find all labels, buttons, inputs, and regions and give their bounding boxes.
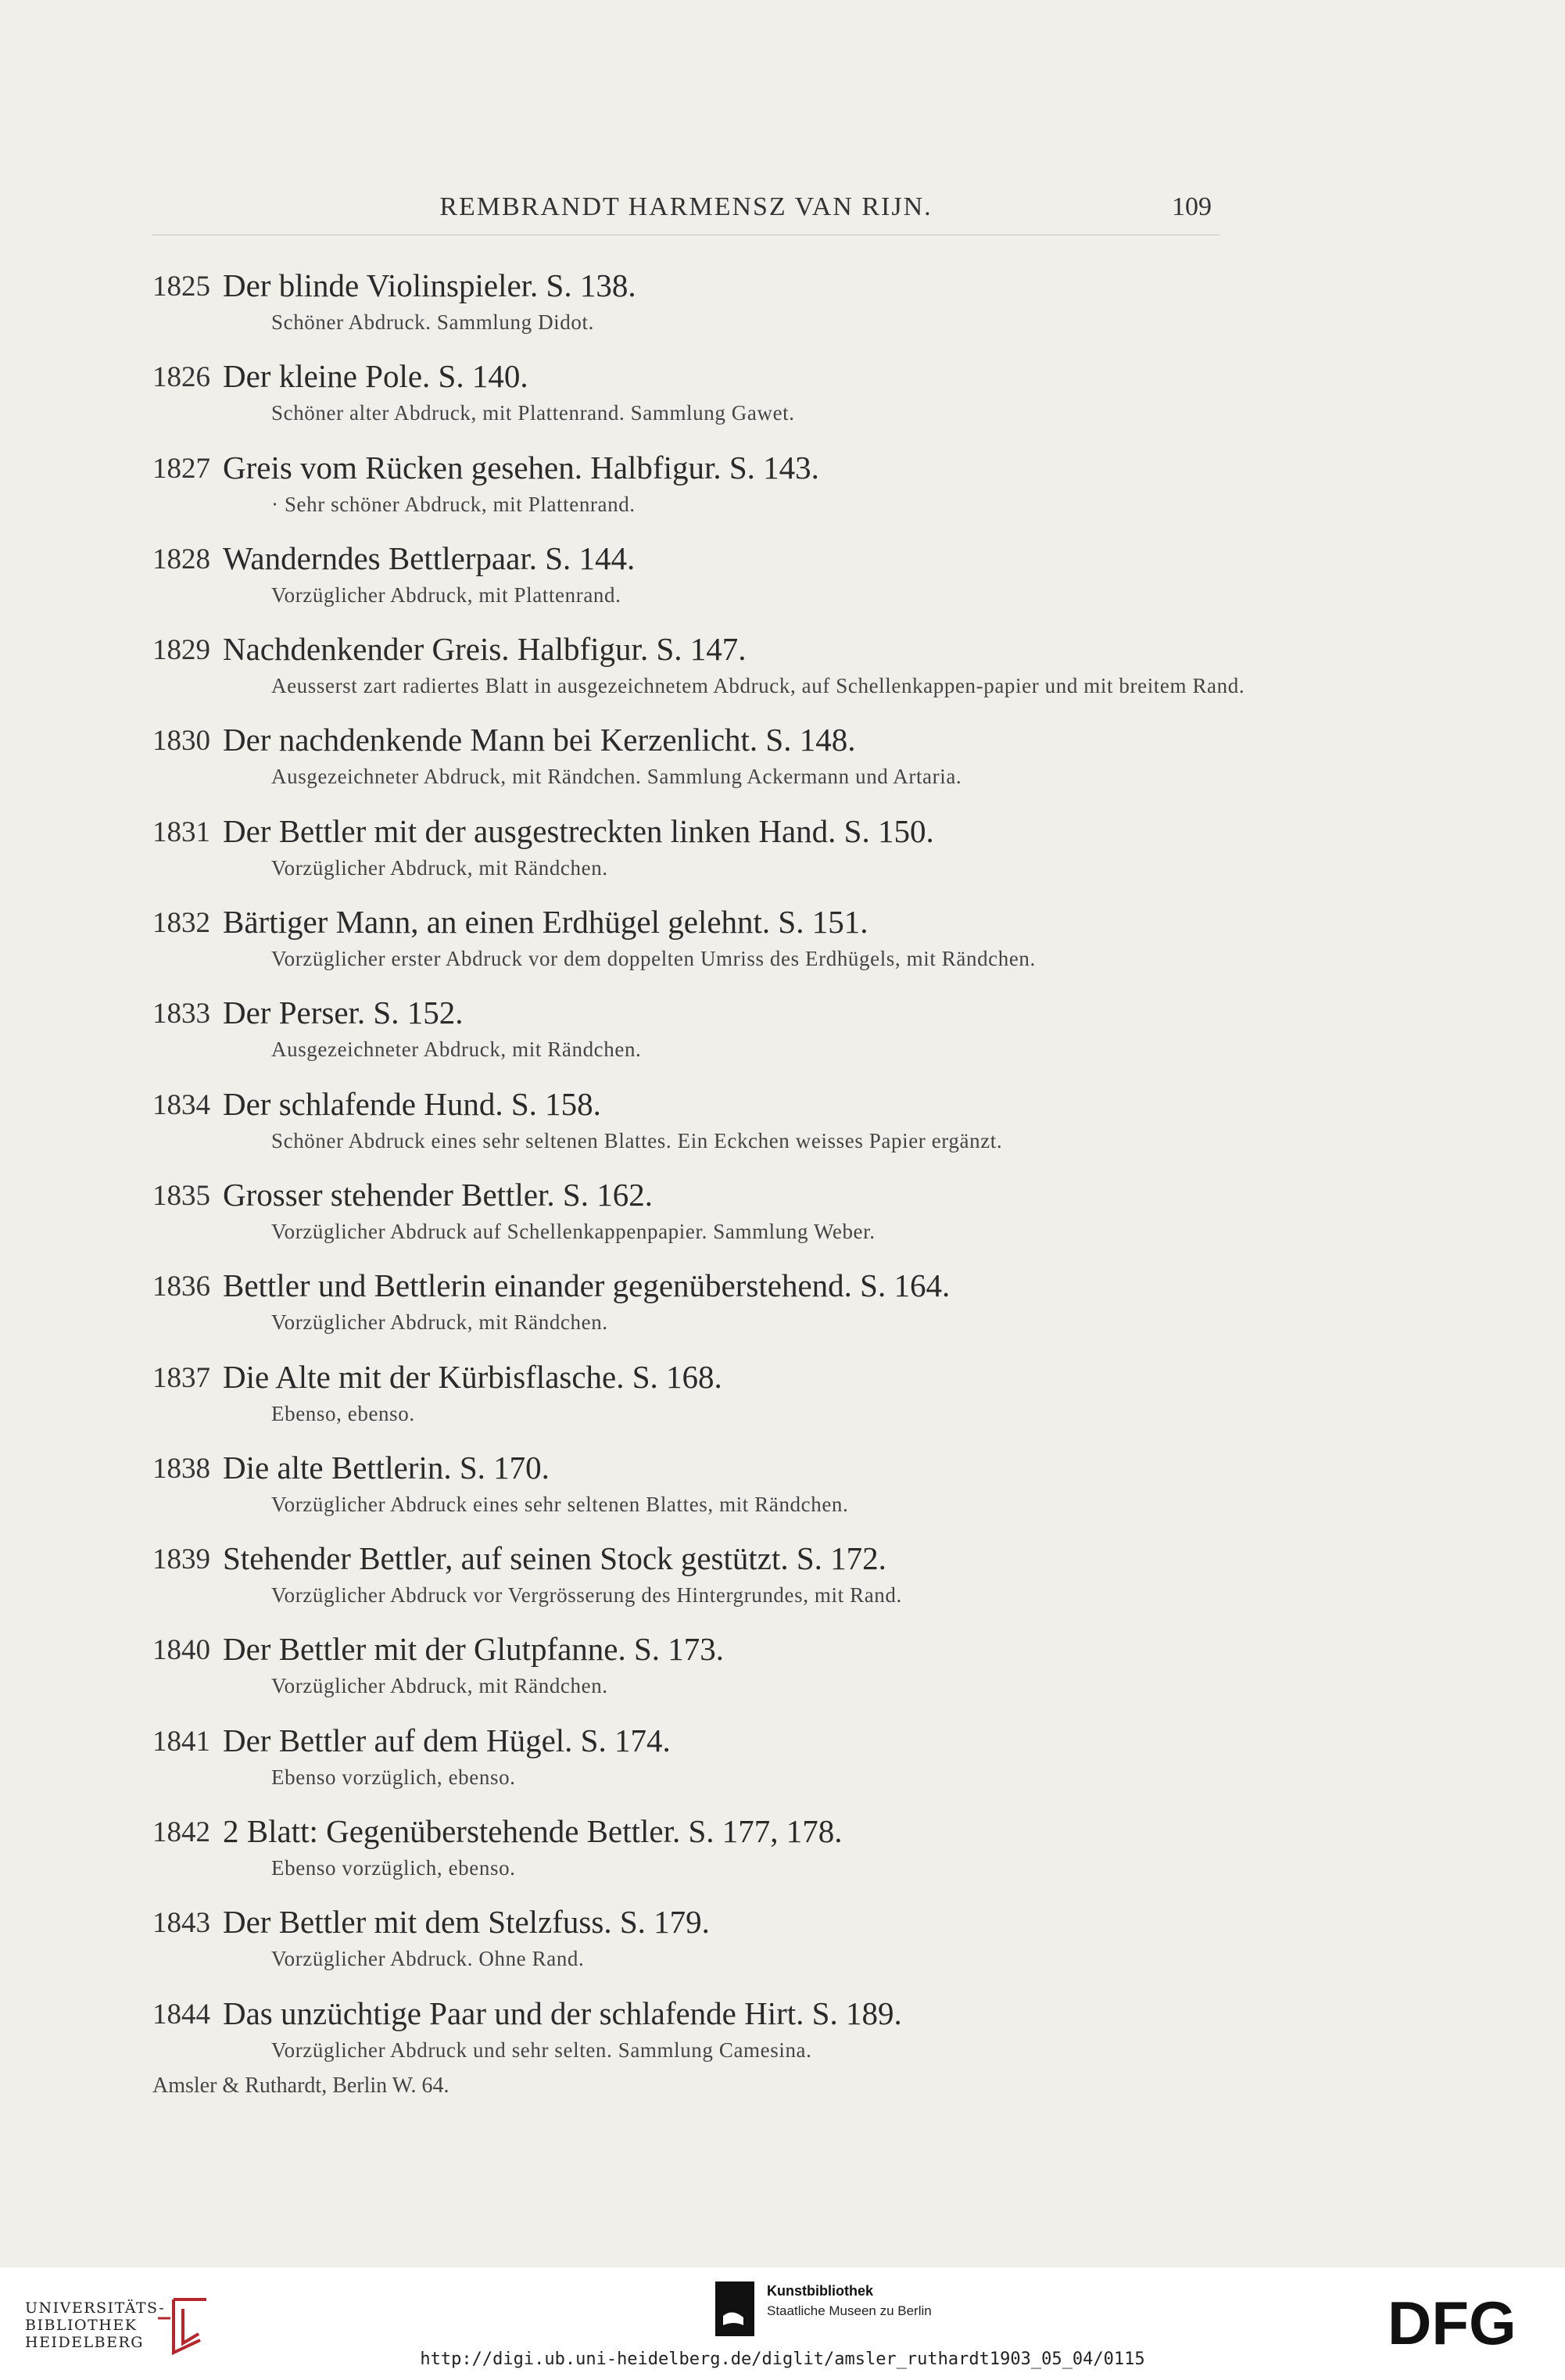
entry-title: Der Perser. S. 152. [223,995,464,1031]
entry-title: Wanderndes Bettlerpaar. S. 144. [223,539,636,576]
entry-note: Ausgezeichneter Abdruck, mit Rändchen. Sammlung Ackermann und Artaria. [271,765,962,789]
ub-line-3: HEIDELBERG [25,2334,144,2351]
entry-title: Der nachdenkende Mann bei Kerzenlicht. S. 148. [223,722,856,758]
catalogue-entry [152,1906,1231,1997]
entry-note: Vorzüglicher Abdruck vor Vergrösserung des Hintergrundes, mit Rand. [271,1583,902,1608]
entry-number: 1832 [152,907,210,940]
catalogue-entry [152,267,1231,360]
catalogue-entry [152,997,1231,1088]
dfg-logo-text: DFG [1388,2291,1517,2353]
entry-number: 1835 [152,1179,210,1212]
entry-title: Der schlafende Hund. S. 158. [223,1085,601,1122]
catalogue-entry [152,1449,1231,1543]
entry-note: Schöner alter Abdruck, mit Plattenrand. Sammlung Gawet. [271,401,795,425]
catalogue-entry [152,1815,1231,1906]
entry-note: Vorzüglicher Abdruck, mit Rändchen. [271,855,608,880]
entry-note: Vorzüglicher Abdruck eines sehr seltenen Blattes, mit Rändchen. [271,1492,849,1516]
entry-title: Der Bettler mit der ausgestreckten linken Hand. S. 150. [223,812,934,849]
ub-logo-mark-icon [142,2295,213,2357]
entry-number: 1831 [152,815,210,848]
publisher-imprint: Amsler & Ruthardt, Berlin W. 64. [152,2074,449,2098]
entry-title: Der Bettler auf dem Hügel. S. 174. [223,1722,671,1758]
kunstbibliothek-name: Kunstbibliothek [767,2283,873,2299]
source-url[interactable]: http://digi.ub.uni-heidelberg.de/diglit/amsler_ruthardt1903_05_04/0115 [420,2350,1145,2369]
entry-note: Vorzüglicher Abdruck auf Schellenkappenpapier. Sammlung Weber. [271,1219,876,1243]
entry-number: 1841 [152,1725,210,1758]
catalogue-entry [152,360,1231,451]
catalogue-entry [152,539,1231,633]
entry-title: Die Alte mit der Kürbisflasche. S. 168. [223,1358,722,1395]
entry-note: Schöner Abdruck. Sammlung Didot. [271,310,594,334]
entry-note: Schöner Abdruck eines sehr seltenen Blattes. Ein Eckchen weisses Papier ergänzt. [271,1128,1003,1152]
entry-note: Ebenso, ebenso. [271,1401,415,1425]
ub-line-1: UNIVERSITÄTS- [25,2299,166,2317]
entry-note: Vorzüglicher Abdruck und sehr selten. Sammlung Camesina. [271,2038,812,2062]
dfg-logo[interactable] [1388,2291,1544,2353]
catalogue-entry [152,1085,1231,1179]
entry-number: 1834 [152,1088,210,1121]
entry-title: Die alte Bettlerin. S. 170. [223,1449,550,1486]
entry-number: 1843 [152,1907,210,1940]
entry-title: Der blinde Violinspieler. S. 138. [223,267,636,303]
catalogue-entry [152,1633,1231,1724]
entry-title: Grosser stehender Bettler. S. 162. [223,1176,653,1213]
entry-note: Ebenso vorzüglich, ebenso. [271,1765,516,1789]
kunstbibliothek-subtitle: Staatliche Museen zu Berlin [767,2303,932,2318]
catalogue-entry [152,449,1231,543]
entry-title: Stehender Bettler, auf seinen Stock gestützt. S. 172. [223,1540,886,1577]
entry-number: 1826 [152,361,210,394]
catalogue-entry [152,1176,1231,1270]
entry-number: 1836 [152,1271,210,1303]
entry-title: Bärtiger Mann, an einen Erdhügel gelehnt. S. 151. [223,904,868,941]
entry-note: Ebenso vorzüglich, ebenso. [271,1856,516,1880]
catalogue-entry [152,812,1231,906]
entry-note: Vorzüglicher Abdruck, mit Rändchen. [271,1674,608,1698]
catalogue-entry [152,906,1231,997]
entry-title: 2 Blatt: Gegenüberstehende Bettler. S. 177, 178. [223,1813,843,1850]
catalogue-entry [152,1358,1231,1452]
entry-number: 1842 [152,1816,210,1849]
entry-note: Vorzüglicher Abdruck. Ohne Rand. [271,1947,585,1971]
entry-number: 1828 [152,543,210,575]
entry-number: 1833 [152,998,210,1030]
entry-title: Das unzüchtige Paar und der schlafende Hirt. S. 189. [223,1995,902,2031]
kunstbibliothek-logo[interactable] [715,2281,981,2352]
entry-number: 1837 [152,1361,210,1394]
catalogue-entry [152,1267,1231,1360]
entry-number: 1825 [152,271,210,303]
catalogue-entry [152,724,1231,815]
running-head: REMBRANDT HARMENSZ VAN RIJN. [439,192,933,221]
entry-title: Bettler und Bettlerin einander gegenüberstehend. S. 164. [223,1267,951,1304]
catalogue-entry [152,631,1245,724]
entry-number: 1838 [152,1452,210,1485]
kunstbibliothek-mark-icon [715,2281,754,2336]
catalogue-entries [152,267,1245,2088]
entry-title: Der Bettler mit dem Stelzfuss. S. 179. [223,1904,710,1941]
entry-number: 1829 [152,634,210,667]
entry-number: 1830 [152,725,210,758]
entry-note: · Sehr schöner Abdruck, mit Plattenrand. [271,492,636,516]
page-header [152,188,1219,235]
catalogue-entry [152,1722,1231,1815]
entry-title: Greis vom Rücken gesehen. Halbfigur. S. 143. [223,449,819,486]
entry-number: 1840 [152,1634,210,1667]
entry-note: Ausgezeichneter Abdruck, mit Rändchen. [271,1038,642,1062]
entry-number: 1827 [152,452,210,485]
entry-number: 1844 [152,1998,210,2031]
entry-note: Vorzüglicher erster Abdruck vor dem doppelten Umriss des Erdhügels, mit Rändchen. [271,947,1036,971]
entry-note: Aeusserst zart radiertes Blatt in ausgezeichnetem Abdruck, auf Schellenkappen-papier und mit breitem Rand. [271,674,1245,698]
page-number: 109 [1172,192,1212,221]
entry-title: Nachdenkender Greis. Halbfigur. S. 147. [223,631,747,668]
entry-title: Der kleine Pole. S. 140. [223,358,528,395]
catalogue-entry [152,1540,1231,1633]
entry-title: Der Bettler mit der Glutpfanne. S. 173. [223,1631,725,1668]
entry-number: 1839 [152,1543,210,1576]
entry-note: Vorzüglicher Abdruck, mit Plattenrand. [271,582,621,607]
ub-heidelberg-logo[interactable] [25,2295,213,2357]
ub-line-2: BIBLIOTHEK [25,2317,138,2334]
entry-note: Vorzüglicher Abdruck, mit Rändchen. [271,1310,608,1335]
